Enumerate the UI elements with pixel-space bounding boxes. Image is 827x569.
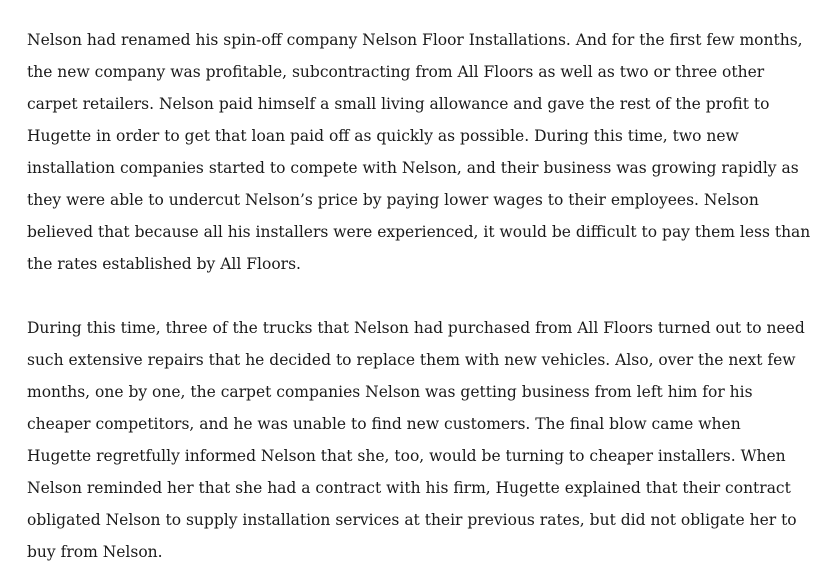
text-line: months, one by one, the carpet companies Nelson was getting business from left him for his: [27, 383, 753, 401]
text-line: installation companies started to compete with Nelson, and their business was growing rapidly as: [27, 159, 799, 177]
text-line: Nelson had renamed his spin-off company Nelson Floor Installations. And for the first few months,: [27, 31, 803, 49]
text-line: During this time, three of the trucks that Nelson had purchased from All Floors turned out to need: [27, 319, 805, 337]
text-line: obligated Nelson to supply installation services at their previous rates, but did not obligate her to: [27, 511, 797, 529]
text-line: the new company was profitable, subcontracting from All Floors as well as two or three other: [27, 63, 765, 81]
text-line: carpet retailers. Nelson paid himself a small living allowance and gave the rest of the profit to: [27, 95, 770, 113]
text-line: Hugette regretfully informed Nelson that she, too, would be turning to cheaper installers. When: [27, 447, 786, 465]
paragraph-2: [27, 312, 827, 568]
paragraph-1: [27, 24, 827, 280]
text-line: the rates established by All Floors.: [27, 255, 301, 273]
text-line: cheaper competitors, and he was unable to find new customers. The final blow came when: [27, 415, 741, 433]
text-line: believed that because all his installers were experienced, it would be difficult to pay them less than: [27, 223, 811, 241]
text-line: they were able to undercut Nelson’s price by paying lower wages to their employees. Nelson: [27, 191, 759, 209]
text-line: Nelson reminded her that she had a contract with his firm, Hugette explained that their contract: [27, 479, 791, 497]
text-line: buy from Nelson.: [27, 543, 163, 561]
text-line: such extensive repairs that he decided to replace them with new vehicles. Also, over the next few: [27, 351, 796, 369]
document-body: [27, 24, 827, 568]
text-line: Hugette in order to get that loan paid off as quickly as possible. During this time, two new: [27, 127, 739, 145]
